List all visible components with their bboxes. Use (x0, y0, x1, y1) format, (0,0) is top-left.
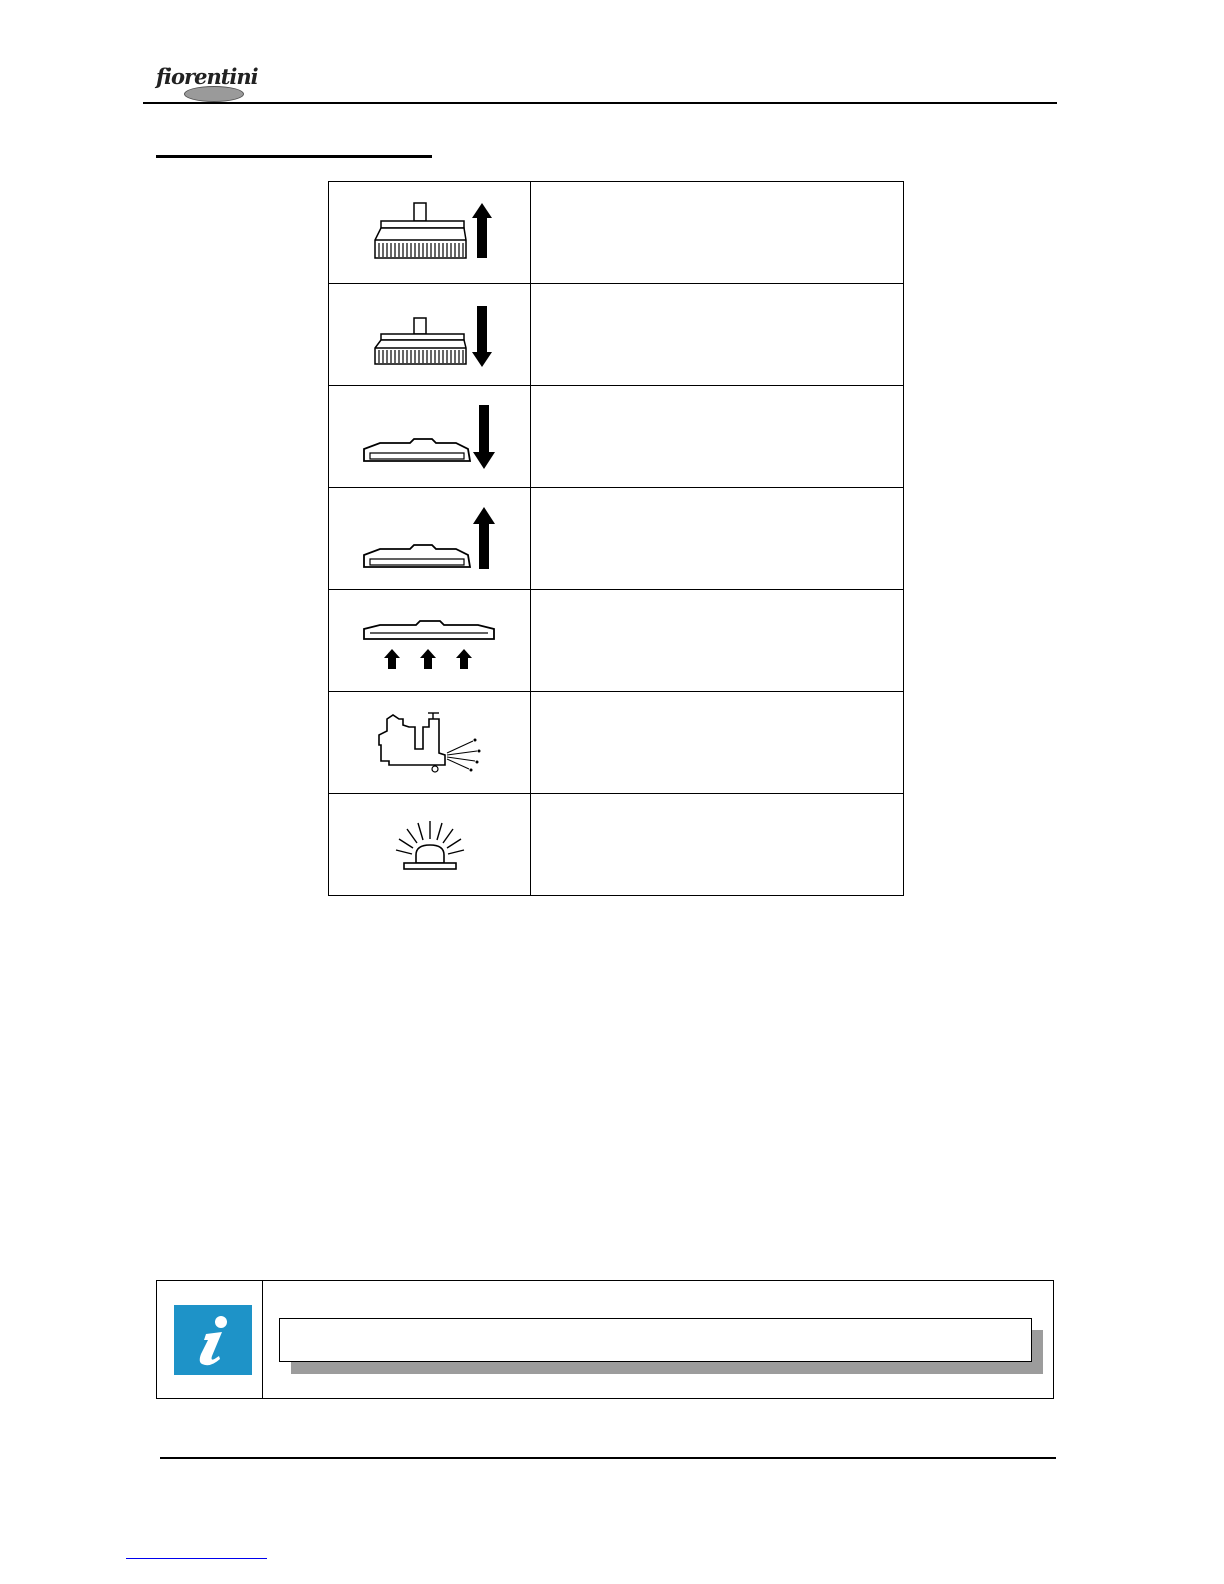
info-icon (174, 1305, 252, 1375)
table-row (329, 794, 904, 896)
footer-rule (160, 1457, 1056, 1459)
note-divider (262, 1281, 263, 1398)
table-row (329, 692, 904, 794)
info-note (156, 1280, 1054, 1399)
table-row (329, 284, 904, 386)
brush-down-icon (329, 284, 531, 386)
symbol-description (531, 182, 904, 284)
symbol-description (531, 590, 904, 692)
footer-link[interactable] (126, 1558, 267, 1559)
symbol-description (531, 386, 904, 488)
symbol-description (531, 794, 904, 896)
table-row (329, 590, 904, 692)
logo-wordmark: fiorentini (156, 64, 258, 89)
machine-spray-icon (329, 692, 531, 794)
logo (156, 64, 258, 102)
squeegee-down-icon (329, 386, 531, 488)
header-rule (143, 102, 1057, 104)
table-row (329, 488, 904, 590)
note-text (279, 1318, 1032, 1362)
brush-up-icon (329, 182, 531, 284)
symbol-description (531, 488, 904, 590)
symbol-description (531, 284, 904, 386)
table-row (329, 182, 904, 284)
symbol-description (531, 692, 904, 794)
section-title-underline (156, 155, 432, 158)
beacon-light-icon (329, 794, 531, 896)
symbol-table (328, 181, 904, 896)
squeegee-up-icon (329, 488, 531, 590)
squeegee-suction-icon (329, 590, 531, 692)
table-row (329, 386, 904, 488)
